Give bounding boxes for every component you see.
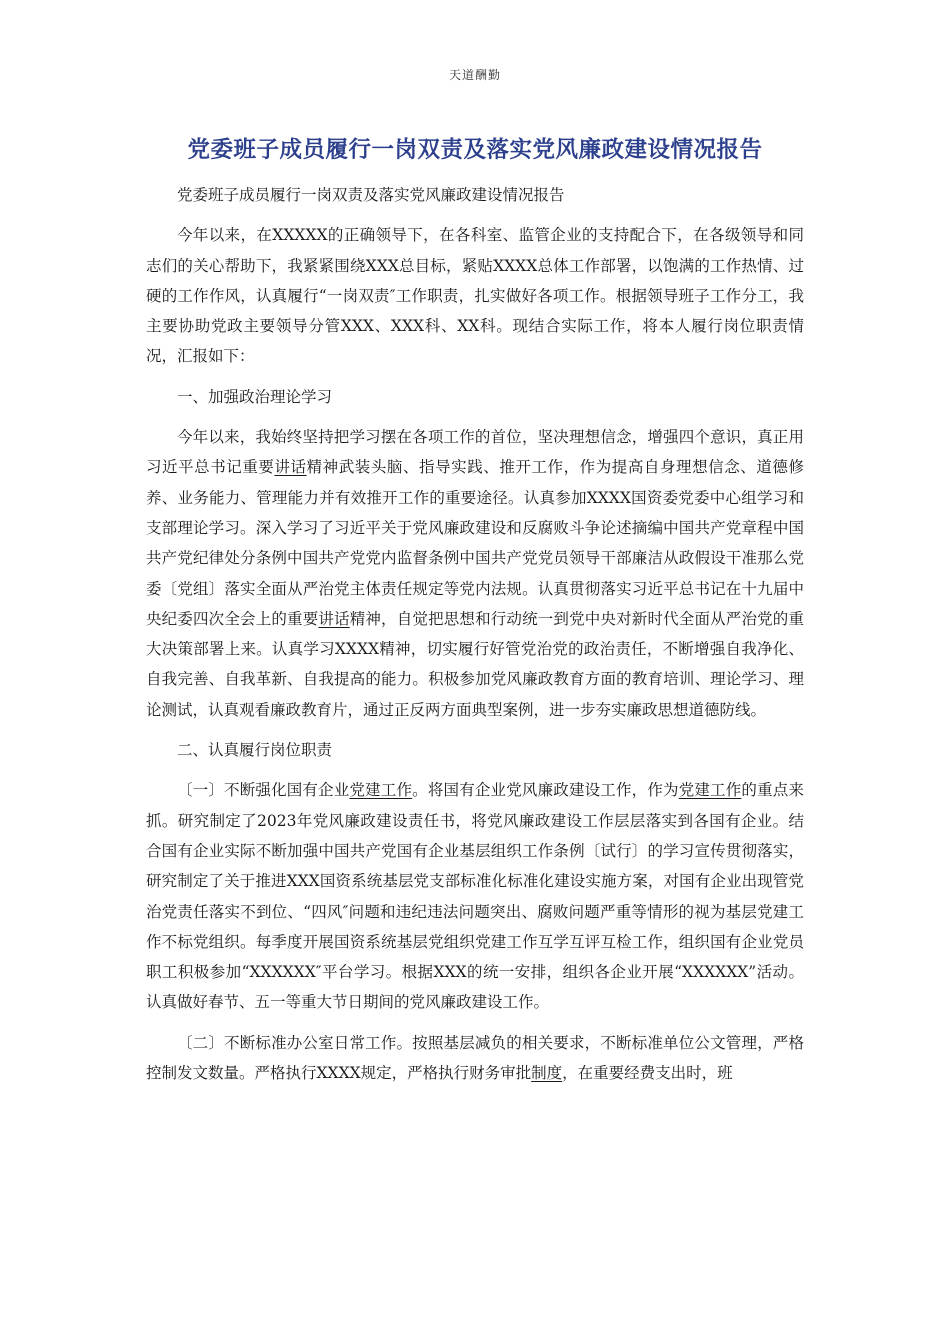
- text-run: ，在重要经费支出时，班: [562, 1064, 733, 1083]
- text-run: 。将国有企业党风廉政建设工作，作为: [412, 781, 679, 800]
- page-header: 天道酬勤: [448, 68, 501, 82]
- text-run: 精神，自觉把思想和行动统一到党中央对新时代全面从严治党的重大决策部署上来。认真学习XXXX精神，切实履行好管党治党的政治责任，不断增强自我净化、自我完善、自我革新、自我提高的能力。积极参加党风廉政教育方面的教育培训、理论学习、理论测试，认真观看廉政教育片，通过正反两方面典型案例，进一步夯实廉政思想道德防线。: [146, 609, 804, 719]
- intro-paragraph: 今年以来，在XXXXX的正确领导下，在各科室、监管企业的支持配合下，在各级领导和同志们的关心帮助下，我紧紧围绕XXX总目标，紧贴XXXX总体工作部署，以饱满的工作热情、过硬的工作作风，认真履行“一岗双责″工作职责，扎实做好各项工作。根据领导班子工作分工，我主要协助党政主要领导分管XXX、XXX科、XX科。现结合实际工作，将本人履行岗位职责情况，汇报如下：: [146, 226, 804, 366]
- speech-link[interactable]: 讲话: [274, 458, 307, 477]
- speech-link[interactable]: 讲话: [318, 609, 350, 628]
- document-body: [146, 180, 804, 1088]
- text-run: 〔二〕不断标准办公室日常工作。按照基层减负的相关要求，不断标准单位公文管理，严格控制发文数量。严格执行XXXX规定，严格执行财务审批: [146, 1033, 804, 1083]
- section-2-2-paragraph: [146, 1028, 804, 1089]
- party-building-link[interactable]: 党建工作: [678, 781, 742, 800]
- section-2-heading: 二、认真履行岗位职责: [177, 741, 333, 760]
- text-run: 精神武装头脑、指导实践、推开工作，作为提高自身理想信念、道德修养、业务能力、管理能力并有效推开工作的重要途径。认真参加XXXX国资委党委中心组学习和支部理论学习。深入学习了习近平关于党风廉政建设和反腐败斗争论述摘编中国共产党章程中国共产党纪律处分条例中国共产党党内监督条例中国共产党党员领导干部廉洁从政假设干准那么党委〔党组〕落实全面从严治党主体责任规定等党内法规。认真贯彻落实习近平总书记在十九届中央纪委四次全会上的重要: [146, 458, 804, 628]
- text-run: 的重点来抓。研究制定了2023年党风廉政建设责任书，将党风廉政建设工作层层落实到各国有企业。结合国有企业实际不断加强中国共产党国有企业基层组织工作条例〔试行〕的学习宣传贯彻落实，研究制定了关于推进XXX国资系统基层党支部标准化标准化建设实施方案，对国有企业出现管党治党责任落实不到位、“四风″问题和违纪违法问题突出、腐败问题严重等情形的视为基层党建工作不标党组织。每季度开展国资系统基层党组织党建工作互学互评互检工作，组织国有企业党员职工积极参加“XXXXXX″平台学习。根据XXX的统一安排，组织各企业开展“XXXXXX”活动。认真做好春节、五一等重大节日期间的党风廉政建设工作。: [146, 781, 804, 1012]
- party-building-link[interactable]: 党建工作: [349, 781, 413, 800]
- section-1-heading: 一、加强政治理论学习: [177, 387, 333, 406]
- document-title: 党委班子成员履行一岗双责及落实党风廉政建设情况报告: [187, 137, 763, 163]
- text-run: 〔一〕不断强化国有企业: [177, 781, 350, 800]
- text-run: 今年以来，我始终坚持把学习摆在各项工作的首位，坚决理想信念，增强四个意识，真正用习近平总书记重要: [146, 428, 804, 477]
- system-link[interactable]: 制度: [531, 1064, 563, 1083]
- section-1-paragraph: [146, 422, 804, 725]
- section-2-1-paragraph: [146, 775, 804, 1017]
- document-subtitle: 党委班子成员履行一岗双责及落实党风廉政建设情况报告: [177, 186, 565, 204]
